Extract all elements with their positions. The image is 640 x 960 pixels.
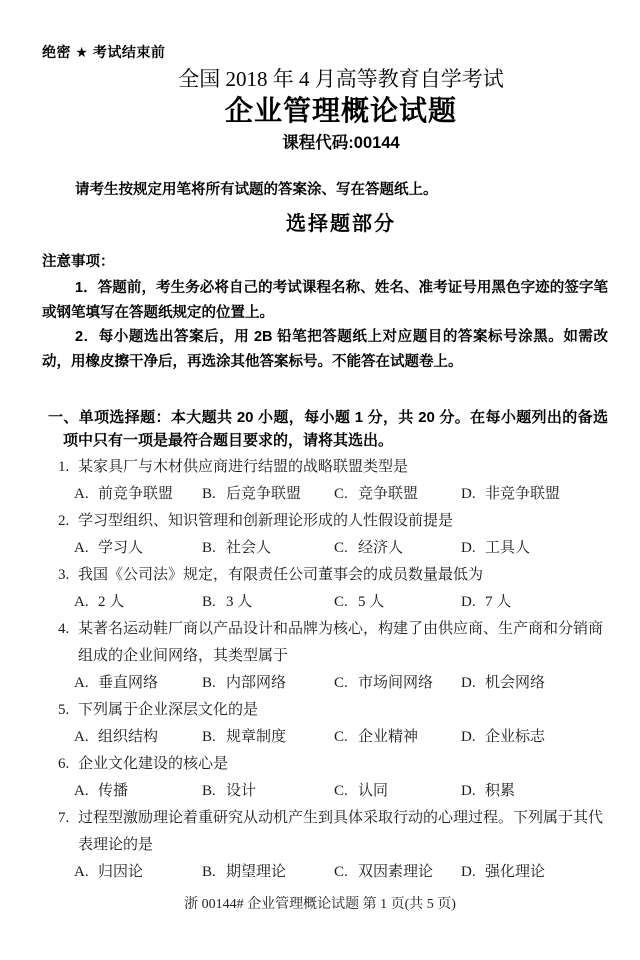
exam-session-title: 全国 2018 年 4 月高等教育自学考试 (178, 67, 504, 91)
question-2 (58, 508, 604, 535)
notice-item-1: 1．答题前，考生务必将自己的考试课程名称、姓名、准考证号用黑色字迹的签字笔或钢笔填写在答题纸规定的位置上。 (42, 280, 608, 321)
option-c: C. 5 人 (334, 594, 385, 610)
question-text: 我国《公司法》规定，有限责任公司董事会的成员数量最低为 (78, 567, 484, 583)
answer-instruction: 请考生按规定用笔将所有试题的答案涂、写在答题纸上。 (75, 182, 438, 198)
option-d: D. 机会网络 (461, 675, 546, 691)
option-b: B. 内部网络 (202, 675, 287, 691)
question-number: 7. (58, 810, 70, 826)
question-number: 3. (58, 567, 70, 583)
part-title: 选择题部分 (286, 213, 396, 235)
option-a: A. 2 人 (74, 594, 125, 610)
question-5 (58, 697, 604, 724)
question-text: 学习型组织、知识管理和创新理论形成的人性假设前提是 (78, 513, 454, 529)
option-c: C. 认同 (334, 783, 389, 799)
option-b: B. 后竞争联盟 (202, 486, 302, 502)
question-1-options (74, 481, 630, 508)
option-d: D. 工具人 (461, 540, 531, 556)
option-b: B. 设计 (202, 783, 257, 799)
exam-subject-title: 企业管理概论试题 (224, 95, 457, 126)
option-a: A. 学习人 (74, 540, 144, 556)
question-1 (58, 454, 604, 481)
option-c: C. 市场间网络 (334, 675, 434, 691)
option-d: D. 积累 (461, 783, 516, 799)
option-a: A. 组织结构 (74, 729, 159, 745)
question-number: 4. (58, 621, 70, 637)
question-text: 某著名运动鞋厂商以产品设计和品牌为核心，构建了由供应商、生产商和分销商组成的企业间网络，其类型属于 (78, 621, 604, 664)
option-b: B. 规章制度 (202, 729, 287, 745)
question-text: 某家具厂与木材供应商进行结盟的战略联盟类型是 (78, 459, 409, 475)
option-d: D. 强化理论 (461, 864, 546, 880)
option-d: D. 非竞争联盟 (461, 486, 561, 502)
question-4-options (74, 670, 630, 697)
question-text: 过程型激励理论着重研究从动机产生到具体采取行动的心理过程。下列属于其代表理论的是 (78, 810, 604, 853)
option-b: B. 社会人 (202, 540, 272, 556)
question-text: 企业文化建设的核心是 (78, 756, 229, 772)
question-6 (58, 751, 604, 778)
option-a: A. 垂直网络 (74, 675, 159, 691)
option-c: C. 企业精神 (334, 729, 419, 745)
page-footer: 浙 00144# 企业管理概论试题 第 1 页(共 5 页) (184, 897, 456, 912)
option-d: D. 7 人 (461, 594, 512, 610)
notice-item-2: 2．每小题选出答案后，用 2B 铅笔把答题纸上对应题目的答案标号涂黑。如需改动，用橡皮擦干净后，再选涂其他答案标号。不能答在试题卷上。 (42, 329, 608, 370)
option-c: C. 竞争联盟 (334, 486, 419, 502)
question-number: 1. (58, 459, 70, 475)
option-d: D. 企业标志 (461, 729, 546, 745)
section-one-heading: 一、单项选择题：本大题共 20 小题，每小题 1 分，共 20 分。在每小题列出的备选项中只有一项是最符合题目要求的，请将其选出。 (48, 409, 608, 449)
question-6-options (74, 778, 630, 805)
option-b: B. 3 人 (202, 594, 253, 610)
question-7 (58, 805, 604, 859)
question-3-options (74, 589, 630, 616)
option-a: A. 传播 (74, 783, 129, 799)
option-b: B. 期望理论 (202, 864, 287, 880)
option-a: A. 前竞争联盟 (74, 486, 174, 502)
notice-label: 注意事项： (42, 254, 115, 270)
question-number: 6. (58, 756, 70, 772)
question-3 (58, 562, 604, 589)
option-a: A. 归因论 (74, 864, 144, 880)
question-5-options (74, 724, 630, 751)
question-number: 2. (58, 513, 70, 529)
question-text: 下列属于企业深层文化的是 (78, 702, 259, 718)
classified-label: 绝密 ★ 考试结束前 (42, 44, 166, 60)
course-code: 课程代码:00144 (282, 134, 400, 152)
question-7-options (74, 859, 630, 886)
question-list (0, 454, 640, 886)
question-2-options (74, 535, 630, 562)
option-c: C. 经济人 (334, 540, 404, 556)
option-c: C. 双因素理论 (334, 864, 434, 880)
question-number: 5. (58, 702, 70, 718)
question-4 (58, 616, 604, 670)
